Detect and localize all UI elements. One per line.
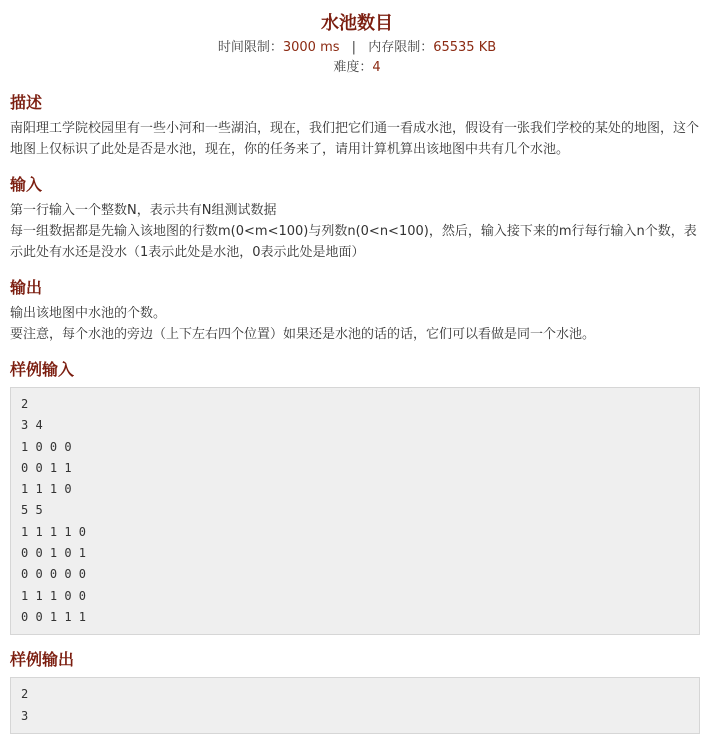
output-heading: 输出 (10, 278, 43, 297)
sample-input-line: 1 0 0 0 (21, 439, 72, 454)
difficulty-line (0, 58, 714, 78)
description-heading: 描述 (10, 93, 43, 112)
sample-input-line: 0 0 1 0 1 (21, 546, 87, 561)
sample-input-line: 5 5 (21, 503, 43, 518)
sample-output-heading: 样例输出 (10, 650, 75, 670)
problem-header (0, 0, 714, 78)
memory-limit-value: 65535 KB (433, 40, 497, 55)
input-line: 每一组数据都是先输入该地图的行数m(0<m<100)与列数n(0<n<100)，然后，输入接下来的m行每行输入n个数，表示此处有水还是没水（1表示此处是水池，0表示此处是地面） (10, 224, 697, 260)
sample-input-line: 0 0 1 1 1 (21, 609, 87, 624)
time-limit-value: 3000 ms (282, 40, 340, 55)
sample-input-line: 2 (21, 397, 29, 411)
description-section (0, 92, 714, 160)
sample-input-line: 0 0 1 1 (21, 460, 72, 475)
input-section (0, 174, 714, 263)
sample-input-heading: 样例输入 (10, 360, 75, 379)
memory-limit-label: 内存限制： (368, 40, 434, 55)
limits-line (0, 38, 714, 58)
output-section (0, 277, 714, 345)
limits-separator: | (351, 40, 357, 55)
sample-input-line: 0 0 0 0 0 (21, 567, 87, 582)
input-line: 第一行输入一个整数N，表示共有N组测试数据 (10, 203, 277, 218)
sample-input-line: 1 1 1 1 0 (21, 524, 87, 539)
time-limit-label: 时间限制： (217, 40, 283, 55)
sample-output-box[interactable] (10, 677, 700, 734)
input-heading: 输入 (10, 175, 43, 194)
difficulty-label: 难度： (333, 60, 373, 75)
sample-input-section (0, 359, 714, 381)
problem-title: 水池数目 (321, 13, 393, 34)
sample-input-line: 3 4 (21, 418, 43, 433)
description-text: 南阳理工学院校园里有一些小河和一些湖泊，现在，我们把它们通一看成水池，假设有一张我们学校的某处的地图，这个地图上仅标识了此处是否是水池，现在，你的任务来了，请用计算机算出该地图中共有几个水池。 (10, 121, 700, 157)
sample-input-box[interactable] (10, 387, 700, 635)
sample-output-line: 3 (21, 708, 29, 723)
sample-output-section (0, 649, 714, 671)
output-line: 输出该地图中水池的个数。 (10, 306, 167, 321)
difficulty-value: 4 (372, 60, 381, 75)
sample-input-line: 1 1 1 0 0 (21, 588, 87, 603)
output-line: 要注意，每个水池的旁边（上下左右四个位置）如果还是水池的话的话，它们可以看做是同一个水池。 (10, 327, 596, 342)
sample-output-line: 2 (21, 687, 29, 702)
sample-input-line: 1 1 1 0 (21, 482, 72, 497)
